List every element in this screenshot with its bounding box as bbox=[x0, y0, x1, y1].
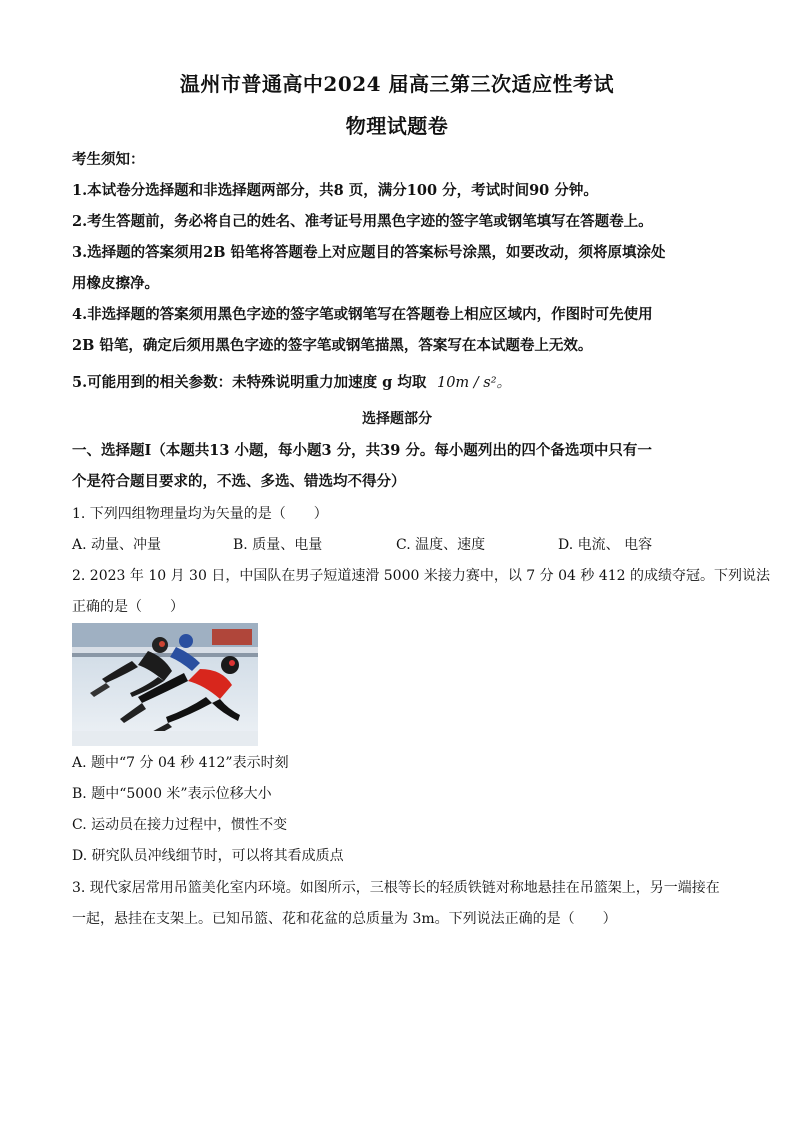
notice-item: 用橡皮擦净。 bbox=[72, 275, 159, 292]
gravity-value: 10m / s²。 bbox=[436, 375, 512, 391]
section-title: 选择题部分 bbox=[362, 411, 432, 427]
q1-option-a: A. 动量、冲量 bbox=[72, 537, 162, 553]
q2-stem: 2. 2023 年 10 月 30 日，中国队在男子短道速滑 5000 米接力赛中，以 7 分 04 秒 412 的成绩夺冠。下列说法 bbox=[72, 568, 770, 584]
q1-option-b: B. 质量、电量 bbox=[233, 537, 323, 553]
speed-skating-illustration bbox=[72, 623, 258, 746]
q2-stem: 正确的是（ ） bbox=[72, 599, 184, 615]
q2-option-a: A. 题中“7 分 04 秒 412”表示时刻 bbox=[72, 755, 289, 771]
notice-item: 3.选择题的答案须用2B 铅笔将答题卷上对应题目的答案标号涂黑，如要改动，须将原填涂处 bbox=[72, 244, 666, 261]
exam-subtitle: 物理试题卷 bbox=[345, 114, 449, 138]
q1-stem: 1. 下列四组物理量均为矢量的是（ ） bbox=[72, 506, 328, 522]
notice-item: 1.本试卷分选择题和非选择题两部分，共8 页，满分100 分，考试时间90 分钟。 bbox=[72, 182, 598, 199]
exam-title: 温州市普通高中2024 届高三第三次适应性考试 bbox=[179, 72, 615, 96]
speed-skating-photo bbox=[72, 623, 258, 746]
notice-item: 2.考生答题前，务必将自己的姓名、准考证号用黑色字迹的签字笔或钢笔填写在答题卷上。 bbox=[72, 213, 653, 230]
notice-item: 2B 铅笔，确定后须用黑色字迹的签字笔或钢笔描黑，答案写在本试题卷上无效。 bbox=[72, 337, 593, 354]
q3-stem: 3. 现代家居常用吊篮美化室内环境。如图所示，三根等长的轻质铁链对称地悬挂在吊篮架上，另一端接在 bbox=[72, 880, 720, 896]
q2-option-c: C. 运动员在接力过程中，惯性不变 bbox=[72, 817, 288, 833]
notice-item: 4.非选择题的答案须用黑色字迹的签字笔或钢笔写在答题卷上相应区域内，作图时可先使用 bbox=[72, 306, 653, 323]
q1-option-c: C. 温度、速度 bbox=[396, 537, 486, 553]
q2-option-d: D. 研究队员冲线细节时，可以将其看成质点 bbox=[72, 848, 344, 864]
q2-option-b: B. 题中“5000 米”表示位移大小 bbox=[72, 786, 272, 802]
part1-heading: 一、选择题Ⅰ（本题共13 小题，每小题3 分，共39 分。每小题列出的四个备选项中只有一 bbox=[72, 442, 652, 459]
part1-heading: 个是符合题目要求的，不选、多选、错选均不得分） bbox=[72, 473, 406, 490]
notice-heading: 考生须知： bbox=[72, 151, 145, 168]
q3-stem: 一起，悬挂在支架上。已知吊篮、花和花盆的总质量为 3m。下列说法正确的是（ ） bbox=[72, 911, 617, 927]
notice-item bbox=[72, 372, 722, 394]
notice-item-text: 5.可能用到的相关参数：未特殊说明重力加速度 g 均取 bbox=[72, 374, 427, 391]
q1-option-d: D. 电流、 电容 bbox=[558, 537, 653, 553]
